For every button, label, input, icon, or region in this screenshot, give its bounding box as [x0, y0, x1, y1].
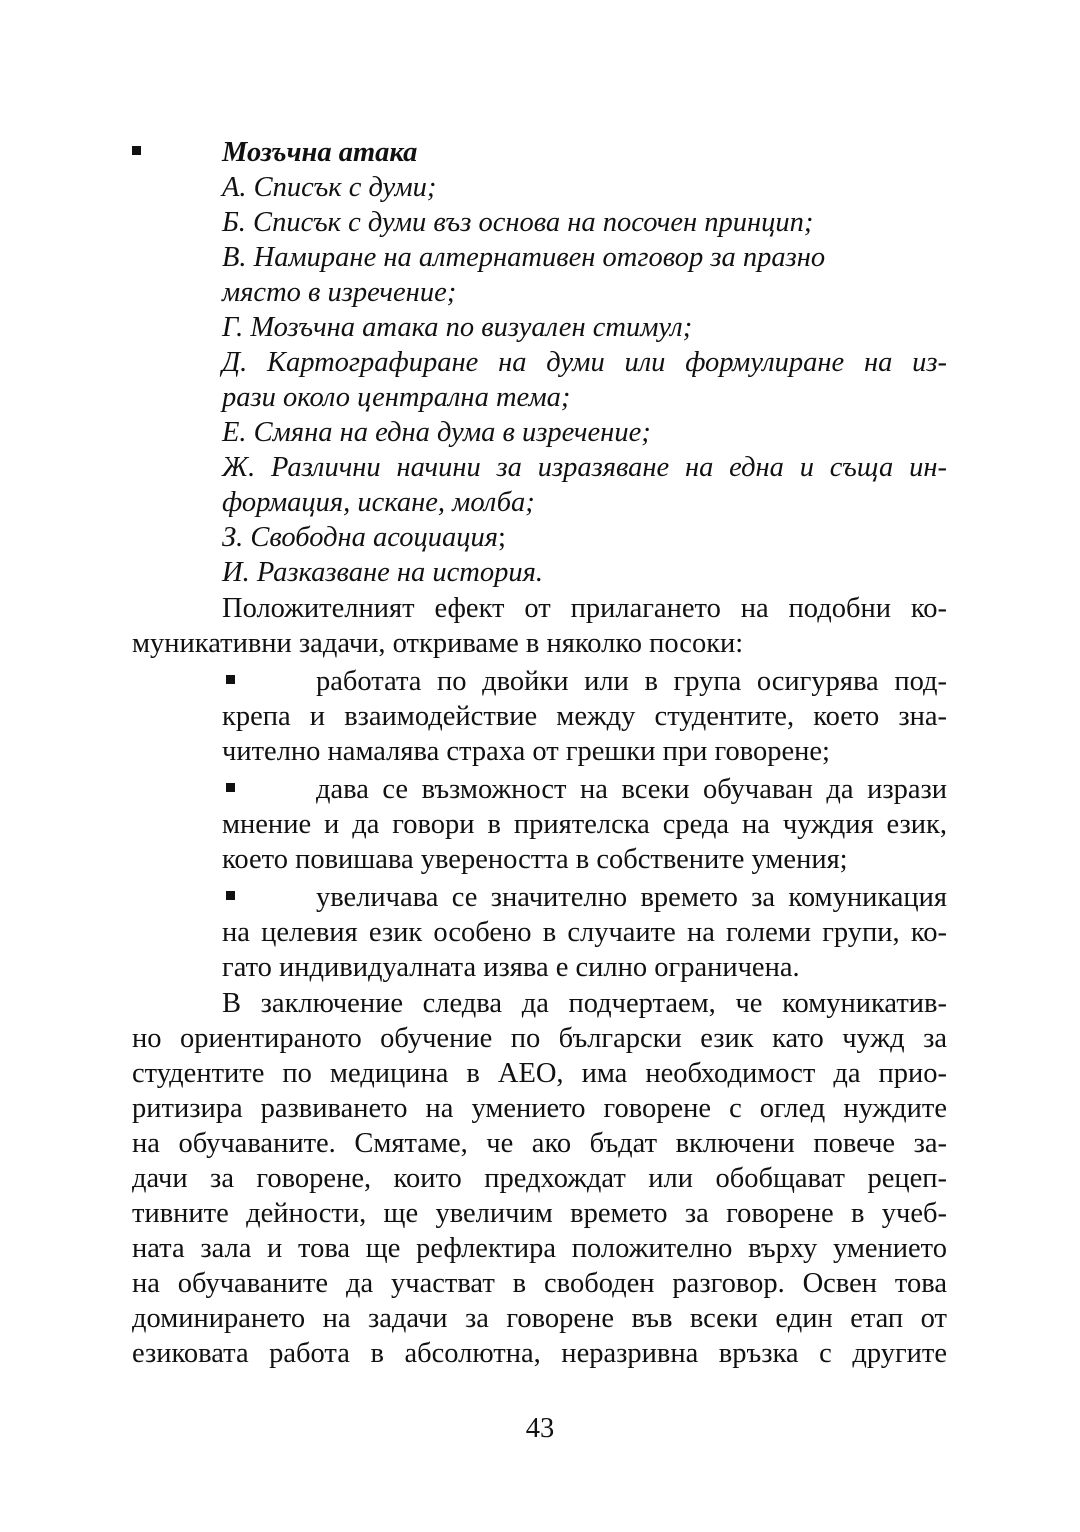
list-item: А. Списък с думи; — [222, 172, 437, 203]
paragraph-line: ната зала и това ще рефлектира положително върху умението — [132, 1233, 947, 1264]
bullet-line: мнение и да говори в приятелска среда на чуждия език, — [222, 809, 947, 840]
bullet-marker — [226, 891, 235, 900]
paragraph-line: на обучаваните. Смятаме, че ако бъдат включени повече за- — [132, 1128, 947, 1159]
bullet-line: работата по двойки или в група осигурява под- — [316, 666, 947, 697]
list-item: Ж. Различни начини за изразяване на една и съща ин- — [222, 452, 947, 483]
section-heading: Мозъчна атака — [222, 137, 418, 168]
paragraph-line: ритизира развиването на умението говорене с оглед нуждите — [132, 1093, 947, 1124]
bullet-marker — [132, 146, 141, 155]
bullet-line: което повишава увереността в собствените умения; — [222, 844, 848, 875]
paragraph-line: но ориентираното обучение по български език като чужд за — [132, 1023, 947, 1054]
bullet-marker — [226, 675, 235, 684]
bullet-line: на целевия език особено в случаите на големи групи, ко- — [222, 917, 947, 948]
paragraph-line: В заключение следва да подчертаем, че комуникатив- — [222, 988, 947, 1019]
list-item: място в изречение; — [222, 277, 457, 308]
list-item-text: З. Свободна асоциация — [222, 522, 498, 553]
page-number: 43 — [525, 1413, 555, 1444]
paragraph-line: муникативни задачи, откриваме в няколко посоки: — [132, 628, 744, 659]
paragraph-line: тивните дейности, ще увеличим времето за говорене в учеб- — [132, 1198, 947, 1229]
paragraph-line: студентите по медицина в АЕО, има необходимост да прио- — [132, 1058, 947, 1089]
bullet-line: крепа и взаимодействие между студентите, което зна- — [222, 701, 947, 732]
list-item: Б. Списък с думи въз основа на посочен принцип; — [222, 207, 814, 238]
paragraph-line: езиковата работа в абсолютна, неразривна връзка с другите — [132, 1338, 947, 1369]
bullet-line: чително намалява страха от грешки при говорене; — [222, 736, 830, 767]
list-item: И. Разказване на история. — [222, 557, 543, 588]
bullet-marker — [226, 783, 235, 792]
list-item: рази около централна тема; — [222, 382, 571, 413]
bullet-line: дава се възможност на всеки обучаван да изрази — [316, 774, 947, 805]
list-item: Д. Картографиране на думи или формулиране на из- — [222, 347, 947, 378]
list-item — [222, 520, 506, 555]
bullet-line: гато индивидуалната изява е силно ограничена. — [222, 952, 800, 983]
bullet-line: увеличава се значително времето за комуникация — [316, 882, 947, 913]
list-item-punct: ; — [497, 522, 506, 553]
paragraph-line: Положителният ефект от прилагането на подобни ко- — [222, 593, 947, 624]
list-item: Е. Смяна на една дума в изречение; — [222, 417, 651, 448]
list-item: формация, искане, молба; — [222, 487, 535, 518]
list-item: Г. Мозъчна атака по визуален стимул; — [222, 312, 693, 343]
paragraph-line: на обучаваните да участват в свободен разговор. Освен това — [132, 1268, 947, 1299]
paragraph-line: доминирането на задачи за говорене във всеки един етап от — [132, 1303, 947, 1334]
list-item: В. Намиране на алтернативен отговор за празно — [222, 242, 826, 273]
paragraph-line: дачи за говорене, които предхождат или обобщават рецеп- — [132, 1163, 947, 1194]
